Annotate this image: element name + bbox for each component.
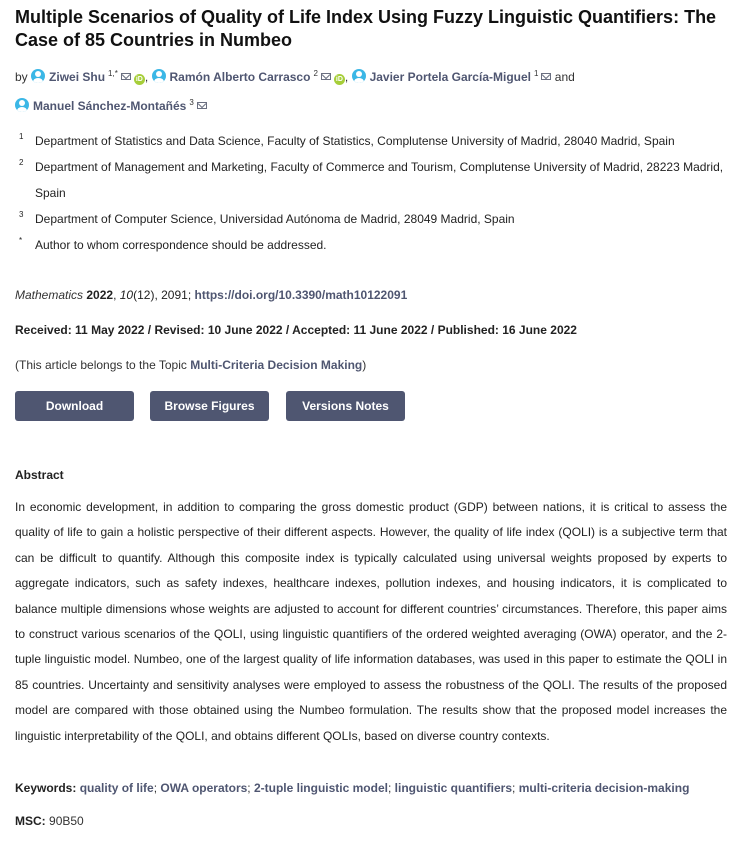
- affiliation-item: [19, 232, 725, 258]
- orcid-icon[interactable]: iD: [335, 76, 343, 83]
- keyword-link[interactable]: 2-tuple linguistic model: [253, 781, 388, 795]
- author-sup: 1,*: [108, 69, 118, 78]
- affiliation-text: Department of Management and Marketing, Faculty of Commerce and Tourism, Complutense University of Madrid, 28223 Madrid, Spain: [35, 160, 724, 200]
- email-icon[interactable]: [121, 73, 131, 80]
- journal-name: Mathematics: [15, 288, 84, 302]
- revised-date: 10 June 2022: [207, 323, 283, 337]
- affiliation-list: [19, 128, 725, 258]
- author-list: by Ziwei Shu $^{1,*}$iD , Ramón Alberto Carrasco $^2$iD , Javier Portela García-Miguel $^1$ and Manuel Sánchez-Montañés $^3$: [15, 69, 575, 113]
- email-icon[interactable]: [197, 102, 207, 109]
- topic-line: [15, 358, 366, 372]
- affiliation-item: [19, 128, 725, 154]
- download-button[interactable]: Download: [15, 391, 134, 421]
- keywords-label: Keywords:: [15, 781, 77, 795]
- author-4[interactable]: [15, 99, 207, 113]
- topic-suffix: ): [362, 358, 367, 372]
- citation-issue-pages: (12), 2091;: [133, 288, 192, 302]
- accepted-date: 11 June 2022: [353, 323, 428, 337]
- msc-line: [15, 814, 84, 828]
- affiliation-number: 3: [19, 210, 24, 219]
- author-name[interactable]: Javier Portela García-Miguel: [369, 70, 531, 84]
- topic-prefix: (This article belongs to the Topic: [15, 358, 187, 372]
- citation-volume: 10: [119, 288, 134, 302]
- abstract-text: In economic development, in addition to comparing the gross domestic product (GDP) between nations, it is critical to assess the quality of life to gain a holistic perspective of their different aspects. However, the quality of life index (QOLI) is a subjective term that can be difficult to quantify. Although this composite index is typically calculated using universal weights proposed by experts to aggregate indicators, such as safety indexes, healthcare indexes, pollution indexes, and housing indicators, it is complicated to balance multiple dimensions whose weights are adjusted to account for different countries’ circumstances. Therefore, this paper aims to construct various scenarios of the QOLI, using linguistic quantifiers of the ordered weighted averaging (OWA) operator, and the 2-tuple linguistic model. Numbeo, one of the largest quality of life information databases, was used in this paper to estimate the QOLI in 85 countries. Uncertainty and sensitivity analyses were employed to assess the robustness of the QOLI. The results of the proposed model are compared with those obtained using the Numbeo formulation. The results show that the proposed model increases the linguistic interpretability of the QOLI, and obtains different QOLIs, based on diverse country contexts.: [15, 500, 727, 743]
- keyword-link[interactable]: linguistic quantifiers: [394, 781, 513, 795]
- author-avatar-icon: [152, 69, 166, 83]
- authors-and: and: [554, 70, 575, 84]
- keyword-link[interactable]: multi-criteria decision-making: [518, 781, 690, 795]
- published-date: 16 June 2022: [502, 323, 577, 337]
- author-avatar-icon: [31, 69, 45, 83]
- author-2[interactable]: [152, 70, 345, 84]
- doi-link[interactable]: https://doi.org/10.3390/math10122091: [194, 288, 408, 302]
- email-icon[interactable]: [541, 73, 551, 80]
- keywords-line: Keywords: quality of life; OWA operators; 2-tuple linguistic model; linguistic quantifiers; multi-criteria decision-making: [15, 781, 690, 795]
- revised-label: Revised:: [154, 323, 205, 337]
- article-title: Multiple Scenarios of Quality of Life Index Using Fuzzy Linguistic Quantifiers: The Case of 85 Countries in Numbeo: [15, 7, 717, 50]
- msc-label: MSC:: [15, 814, 46, 828]
- author-sup: 2: [313, 69, 318, 78]
- accepted-label: Accepted:: [292, 323, 351, 337]
- msc-code: 90B50: [49, 814, 84, 828]
- author-avatar-icon: [352, 69, 366, 83]
- author-name[interactable]: Ziwei Shu: [49, 70, 106, 84]
- received-label: Received:: [15, 323, 72, 337]
- author-3[interactable]: [352, 70, 552, 84]
- author-1[interactable]: [31, 70, 145, 84]
- affiliation-text: Department of Statistics and Data Science, Faculty of Statistics, Complutense University of Madrid, 28040 Madrid, Spain: [35, 134, 675, 148]
- author-name[interactable]: Ramón Alberto Carrasco: [169, 70, 311, 84]
- author-name[interactable]: Manuel Sánchez-Montañés: [33, 99, 187, 113]
- affiliation-item: [19, 206, 725, 232]
- author-avatar-icon: [15, 98, 29, 112]
- abstract-heading: Abstract: [15, 468, 64, 482]
- affiliation-text: Department of Computer Science, Universidad Autónoma de Madrid, 28049 Madrid, Spain: [35, 212, 515, 226]
- affiliation-number: 1: [19, 132, 24, 141]
- versions-notes-button[interactable]: Versions Notes: [286, 391, 405, 421]
- email-icon[interactable]: [321, 73, 331, 80]
- author-sup: 3: [189, 98, 194, 107]
- keyword-link[interactable]: OWA operators: [160, 781, 248, 795]
- keyword-link[interactable]: quality of life: [79, 781, 154, 795]
- published-label: Published:: [437, 323, 499, 337]
- authors-prefix: by: [15, 70, 28, 84]
- citation-year: 2022: [86, 288, 114, 302]
- received-date: 11 May 2022: [75, 323, 145, 337]
- affiliation-item: [19, 154, 725, 206]
- affiliation-number: *: [19, 236, 23, 245]
- browse-figures-button[interactable]: Browse Figures: [150, 391, 269, 421]
- citation-line: Mathematics 2022, 10(12), 2091; https://doi.org/10.3390/math10122091: [15, 288, 408, 302]
- author-sup: 1: [533, 69, 539, 78]
- affiliation-text: Author to whom correspondence should be addressed.: [35, 238, 327, 252]
- dates-line: Received: 11 May 2022 / Revised: 10 June 2022 / Accepted: 11 June 2022 / Published: 16 June 2022: [15, 323, 577, 337]
- topic-link[interactable]: Multi-Criteria Decision Making: [190, 358, 363, 372]
- affiliation-number: 2: [19, 158, 24, 167]
- orcid-icon[interactable]: iD: [135, 76, 143, 83]
